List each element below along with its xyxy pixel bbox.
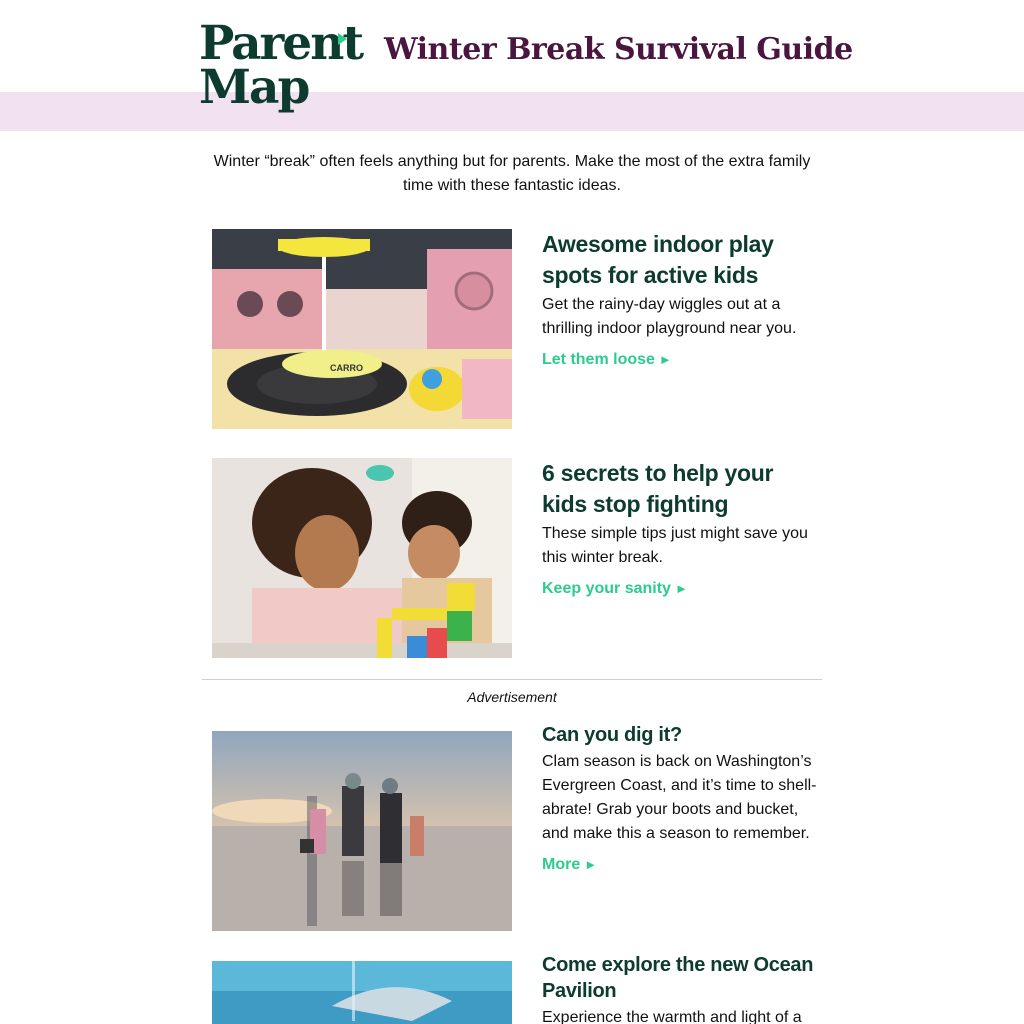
kids-playing-blocks-image[interactable] xyxy=(212,458,512,658)
article-description: Get the rainy-day wiggles out at a thrilling indoor playground near you. xyxy=(542,296,797,337)
header-band xyxy=(0,92,1024,131)
let-them-loose-link[interactable] xyxy=(542,351,672,369)
logo-play-icon xyxy=(338,33,347,45)
beach-clamming-image[interactable] xyxy=(212,731,512,931)
logo-line-1: Parent xyxy=(199,16,363,71)
play-arrow-icon: ► xyxy=(658,352,672,367)
indoor-playground-image[interactable] xyxy=(212,229,512,429)
keep-your-sanity-link[interactable] xyxy=(542,580,688,598)
page-title: Winter Break Survival Guide xyxy=(384,32,853,67)
cta-label: Let them loose xyxy=(542,351,655,368)
cta-label: More xyxy=(542,856,581,873)
parentmap-logo[interactable] xyxy=(199,16,363,120)
carousel-sign-text: CARRO xyxy=(330,363,363,373)
cta-label: Keep your sanity xyxy=(542,580,671,597)
article-title[interactable]: 6 secrets to help your kids stop fighting xyxy=(542,460,774,517)
advertisement-label: Advertisement xyxy=(467,689,557,705)
ocean-pavilion-image[interactable] xyxy=(212,961,512,1024)
ad-title[interactable]: Come explore the new Ocean Pavilion xyxy=(542,954,814,1002)
more-link[interactable] xyxy=(542,856,597,874)
logo-line-2: Map xyxy=(199,60,309,115)
ad-title[interactable]: Can you dig it? xyxy=(542,724,682,746)
ad-description: Clam season is back on Washington’s Evergreen Coast, and it’s time to shell-abrate! Grab your boots and bucket, and make this a season to remember. xyxy=(542,753,817,842)
article-title[interactable]: Awesome indoor play spots for active kids xyxy=(542,231,774,288)
play-arrow-icon: ► xyxy=(584,857,598,872)
play-arrow-icon: ► xyxy=(674,581,688,596)
article-description: These simple tips just might save you this winter break. xyxy=(542,525,808,566)
intro-text: Winter “break” often feels anything but for parents. Make the most of the extra family time with these fantastic ideas. xyxy=(213,153,811,194)
ad-description: Experience the warmth and light of a xyxy=(542,1009,802,1024)
section-divider xyxy=(202,679,822,680)
